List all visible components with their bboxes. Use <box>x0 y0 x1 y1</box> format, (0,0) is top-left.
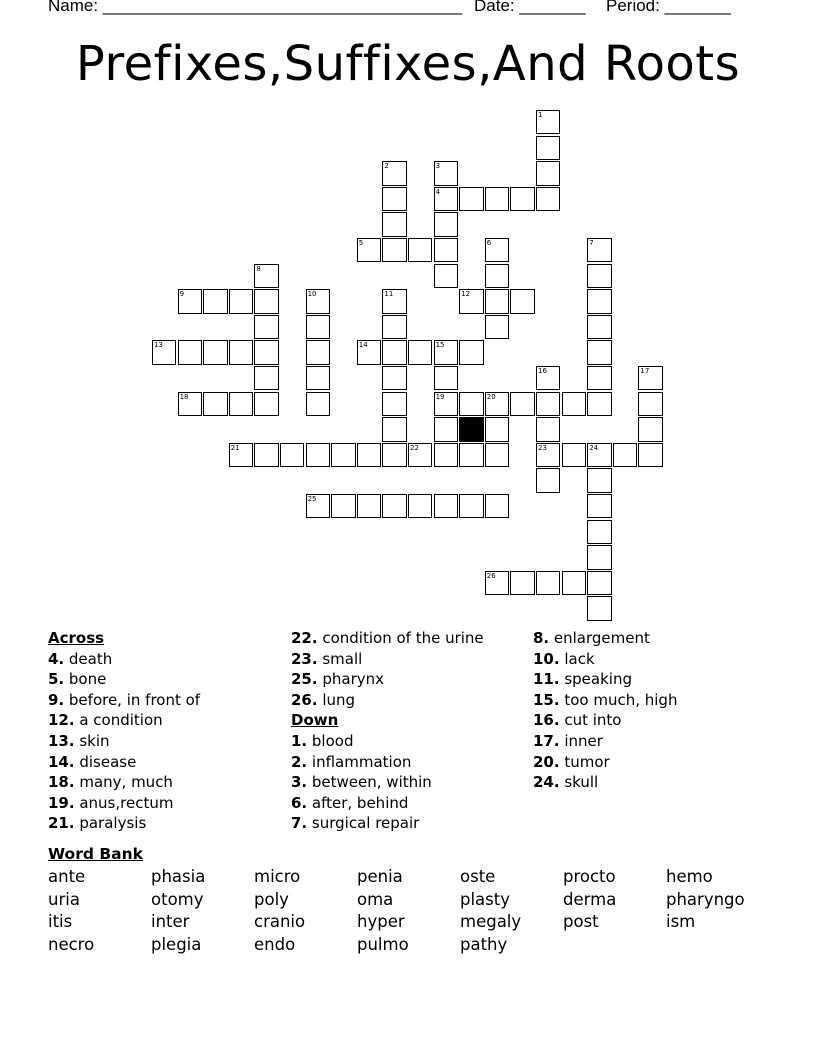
crossword-cell[interactable] <box>485 443 509 467</box>
crossword-cell[interactable] <box>459 187 483 211</box>
crossword-cell[interactable] <box>485 494 509 518</box>
word-bank-word: oste <box>460 867 496 886</box>
word-bank-word: megaly <box>460 912 522 932</box>
crossword-cell[interactable] <box>459 443 483 467</box>
clue-text: condition of the urine <box>317 629 484 647</box>
crossword-cell[interactable] <box>536 571 560 595</box>
word-bank-word: inter <box>151 912 190 932</box>
crossword-cell[interactable] <box>382 366 406 390</box>
clue-item <box>533 628 677 649</box>
word-bank-title: Word Bank <box>48 845 143 863</box>
clue-text: disease <box>74 752 137 771</box>
clue-item <box>291 772 484 793</box>
crossword-cell[interactable] <box>587 264 611 288</box>
clue-text: lung <box>317 690 356 709</box>
clue-text: inflammation <box>307 752 412 771</box>
clue-number-label: 16 <box>538 367 547 375</box>
clue-section-heading: Across <box>48 629 105 647</box>
clue-item <box>533 690 677 711</box>
clue-item <box>533 669 677 690</box>
word-bank-word: endo <box>254 934 296 954</box>
clue-item <box>533 752 677 773</box>
clue-number-label: 5 <box>358 239 364 247</box>
page-title: Prefixes,Suffixes,And Roots <box>75 36 741 92</box>
clue-text: after, behind <box>307 793 409 812</box>
name-field-label: Name: ______________________________________ <box>48 0 463 15</box>
clue-number: 8. <box>533 629 550 647</box>
clue-text: many, much <box>74 773 173 792</box>
clue-text: between, within <box>307 773 432 792</box>
word-bank-word: itis <box>48 912 73 932</box>
crossword-cell[interactable] <box>229 340 253 364</box>
clue-number: 1. <box>291 731 308 750</box>
word-bank-word: procto <box>563 867 616 886</box>
clue-text: anus,rectum <box>74 793 174 812</box>
clue-number-label: 1 <box>538 111 543 119</box>
clue-item <box>291 813 484 834</box>
clue-column-1 <box>48 628 200 834</box>
crossword-cell[interactable] <box>587 340 611 364</box>
clue-item <box>48 690 200 711</box>
crossword-cell[interactable] <box>587 494 611 518</box>
clue-item <box>291 690 484 711</box>
clue-number: 21. <box>48 814 75 833</box>
word-bank-word: post <box>563 912 599 932</box>
clue-text: surgical repair <box>307 814 420 833</box>
clue-text: skull <box>559 773 599 792</box>
crossword-cell[interactable] <box>306 315 330 339</box>
crossword-cell[interactable] <box>357 443 381 467</box>
word-bank-word: pulmo <box>357 934 409 954</box>
crossword-cell[interactable] <box>459 392 483 416</box>
clue-number: 11. <box>533 670 560 689</box>
crossword-cell[interactable] <box>485 264 509 288</box>
clue-number: 22. <box>291 629 318 647</box>
word-bank-word: penia <box>357 867 403 886</box>
crossword-cell[interactable] <box>587 289 611 313</box>
crossword-cell[interactable] <box>459 340 483 364</box>
crossword-cell[interactable] <box>178 340 202 364</box>
crossword-cell[interactable] <box>587 596 611 620</box>
clue-number-label: 3 <box>435 162 441 171</box>
clue-section-heading: Down <box>291 711 339 730</box>
word-bank-word: ism <box>666 912 696 932</box>
clue-number-label: 6 <box>486 239 492 247</box>
crossword-cell[interactable] <box>510 187 534 211</box>
crossword-cell[interactable] <box>485 417 509 441</box>
clue-number: 14. <box>48 752 75 771</box>
crossword-cell[interactable] <box>306 366 330 390</box>
clue-text: speaking <box>559 670 632 689</box>
crossword-cell[interactable] <box>587 520 611 544</box>
word-bank-word: pathy <box>460 934 508 954</box>
crossword-cell[interactable] <box>382 187 406 211</box>
clue-text: lack <box>559 649 595 668</box>
clue-number: 9. <box>48 690 65 709</box>
clue-number-label: 11 <box>384 290 394 299</box>
clue-number: 13. <box>48 731 75 750</box>
clue-item <box>291 793 484 814</box>
clue-item <box>48 752 200 773</box>
clue-text: bone <box>64 670 107 689</box>
clue-text: inner <box>559 731 603 750</box>
period-field-label: Period: _______ <box>606 0 731 15</box>
crossword-cell[interactable] <box>587 392 611 416</box>
clue-number: 2. <box>291 752 308 771</box>
crossword-cell[interactable] <box>382 340 406 364</box>
crossword-cell[interactable] <box>562 443 586 467</box>
word-bank-word: plasty <box>460 889 510 909</box>
clue-item <box>48 731 200 752</box>
clue-text: skin <box>74 731 110 750</box>
crossword-cell[interactable] <box>357 494 381 518</box>
clue-number: 25. <box>291 670 318 689</box>
clue-number: 5. <box>48 670 65 689</box>
clue-number-label: 14 <box>358 341 368 350</box>
crossword-cell[interactable] <box>254 289 278 313</box>
clue-number: 7. <box>291 814 308 833</box>
word-bank-word: otomy <box>151 889 204 909</box>
crossword-cell[interactable] <box>485 187 509 211</box>
word-bank-word: cranio <box>254 912 306 932</box>
crossword-cell[interactable] <box>434 417 458 441</box>
crossword-cell[interactable] <box>587 315 611 339</box>
clue-number-label: 9 <box>179 290 185 299</box>
clue-number: 19. <box>48 793 75 812</box>
clue-text: small <box>317 649 363 668</box>
crossword-cell[interactable] <box>306 340 330 364</box>
crossword-cell[interactable] <box>229 392 253 416</box>
crossword-cell[interactable] <box>331 494 355 518</box>
word-bank-word: necro <box>48 934 95 954</box>
clue-text: before, in front of <box>64 690 201 709</box>
clue-number: 24. <box>533 773 560 792</box>
clue-number: 20. <box>533 752 560 771</box>
clue-item <box>291 752 484 773</box>
word-bank-word: oma <box>357 889 394 909</box>
crossword-cell[interactable] <box>382 494 406 518</box>
crossword-cell[interactable] <box>434 264 458 288</box>
crossword-cell[interactable] <box>638 392 662 416</box>
crossword-cell[interactable] <box>408 238 432 262</box>
clue-item <box>48 710 200 731</box>
crossword-cell[interactable] <box>254 366 278 390</box>
crossword-cell[interactable] <box>331 443 355 467</box>
clue-text: pharynx <box>317 670 384 689</box>
crossword-cell[interactable] <box>203 392 227 416</box>
clue-number-label: 10 <box>307 290 317 299</box>
crossword-cell[interactable] <box>434 366 458 390</box>
crossword-cell[interactable] <box>536 392 560 416</box>
clue-number: 23. <box>291 649 318 668</box>
clue-column-2 <box>291 628 484 834</box>
clue-number-label: 18 <box>179 392 189 401</box>
crossword-cell[interactable] <box>638 443 662 467</box>
crossword-cell[interactable] <box>382 392 406 416</box>
crossword-cell[interactable] <box>587 468 611 492</box>
crossword-cell[interactable] <box>485 315 509 339</box>
crossword-cell[interactable] <box>306 392 330 416</box>
clue-number: 15. <box>533 690 560 709</box>
crossword-cell[interactable] <box>434 212 458 236</box>
clue-number: 6. <box>291 793 308 812</box>
crossword-cell[interactable] <box>254 443 278 467</box>
clue-number-label: 25 <box>307 495 317 503</box>
crossword-cell[interactable] <box>254 315 278 339</box>
crossword-cell[interactable] <box>562 392 586 416</box>
clue-text: blood <box>307 731 354 750</box>
clue-number-label: 15 <box>435 341 445 350</box>
crossword-cell[interactable] <box>510 289 534 313</box>
crossword-cell[interactable] <box>254 392 278 416</box>
clue-number: 10. <box>533 649 560 668</box>
clue-item <box>48 813 200 834</box>
clue-item <box>291 649 484 670</box>
clue-item <box>48 649 200 670</box>
clue-item <box>48 793 200 814</box>
word-bank-word: ante <box>48 867 86 886</box>
clue-item <box>533 649 677 670</box>
word-bank-word: derma <box>563 889 617 909</box>
crossword-cell[interactable] <box>638 417 662 441</box>
crossword-cell[interactable] <box>510 392 534 416</box>
clue-number-label: 8 <box>256 264 261 273</box>
clue-number: 17. <box>533 731 560 750</box>
clue-number-label: 20 <box>486 392 496 401</box>
date-field-label: Date: _______ <box>474 0 586 15</box>
word-bank-word: micro <box>254 867 301 886</box>
crossword-cell[interactable] <box>203 340 227 364</box>
word-bank-word: phasia <box>151 867 206 886</box>
clue-number: 4. <box>48 649 65 668</box>
clue-item <box>48 669 200 690</box>
crossword-cell[interactable] <box>536 136 560 160</box>
clue-text: death <box>64 649 113 668</box>
crossword-cell[interactable] <box>229 289 253 313</box>
clue-text: cut into <box>559 711 622 730</box>
clue-item <box>291 628 484 649</box>
clue-text: enlargement <box>549 629 650 647</box>
crossword-cell[interactable] <box>459 494 483 518</box>
crossword-cell[interactable] <box>536 468 560 492</box>
clue-item <box>533 710 677 731</box>
crossword-cell[interactable] <box>203 289 227 313</box>
clue-item <box>533 772 677 793</box>
clue-number-label: 24 <box>589 443 599 452</box>
clue-item <box>48 772 200 793</box>
crossword-cell[interactable] <box>408 494 432 518</box>
crossword-cell[interactable] <box>613 443 637 467</box>
crossword-cell[interactable] <box>382 417 406 441</box>
clue-number-label: 4 <box>435 187 441 196</box>
crossword-cell[interactable] <box>382 238 406 262</box>
clue-number-label: 22 <box>410 443 419 452</box>
clue-text: tumor <box>559 752 610 771</box>
crossword-cell[interactable] <box>254 340 278 364</box>
crossword-cell[interactable] <box>306 443 330 467</box>
clue-number-label: 26 <box>486 571 496 580</box>
clue-text: paralysis <box>74 814 147 833</box>
crossword-cell[interactable] <box>434 494 458 518</box>
crossword-cell[interactable] <box>408 340 432 364</box>
crossword-cell[interactable] <box>536 187 560 211</box>
word-bank-word: pharyngo <box>666 889 745 909</box>
clue-number-label: 12 <box>461 290 471 299</box>
clue-text: a condition <box>74 711 163 730</box>
clue-number: 18. <box>48 773 75 792</box>
clue-number: 16. <box>533 711 560 730</box>
clue-item <box>533 731 677 752</box>
crossword-cell[interactable] <box>587 366 611 390</box>
word-bank-word: hemo <box>666 867 713 886</box>
word-bank-word: poly <box>254 889 289 909</box>
clue-number-label: 7 <box>589 239 594 247</box>
clue-item <box>291 669 484 690</box>
clue-number-label: 17 <box>640 367 650 375</box>
crossword-cell[interactable] <box>382 212 406 236</box>
crossword-cell[interactable] <box>536 161 560 185</box>
crossword-cell[interactable] <box>434 238 458 262</box>
crossword-black-cell <box>459 417 483 441</box>
clue-number: 26. <box>291 690 318 709</box>
crossword-cell[interactable] <box>382 443 406 467</box>
clue-number-label: 21 <box>230 443 240 452</box>
crossword-cell[interactable] <box>510 571 534 595</box>
crossword-cell[interactable] <box>382 315 406 339</box>
clue-column-3 <box>533 628 677 793</box>
crossword-cell[interactable] <box>280 443 304 467</box>
crossword-cell[interactable] <box>434 443 458 467</box>
clue-number-label: 23 <box>538 443 547 452</box>
crossword-cell[interactable] <box>587 545 611 569</box>
word-bank-word: hyper <box>357 912 405 932</box>
clue-number-label: 13 <box>154 341 163 350</box>
crossword-cell[interactable] <box>485 289 509 313</box>
crossword-cell[interactable] <box>536 417 560 441</box>
clue-item <box>291 731 484 752</box>
crossword-cell[interactable] <box>562 571 586 595</box>
clue-number: 12. <box>48 711 75 730</box>
clue-text: too much, high <box>559 690 678 709</box>
crossword-cell[interactable] <box>587 571 611 595</box>
clue-number-label: 19 <box>435 392 445 401</box>
clue-number-label: 2 <box>384 162 389 171</box>
word-bank-word: uria <box>48 889 80 909</box>
word-bank-word: plegia <box>151 934 202 954</box>
clue-number: 3. <box>291 773 308 792</box>
